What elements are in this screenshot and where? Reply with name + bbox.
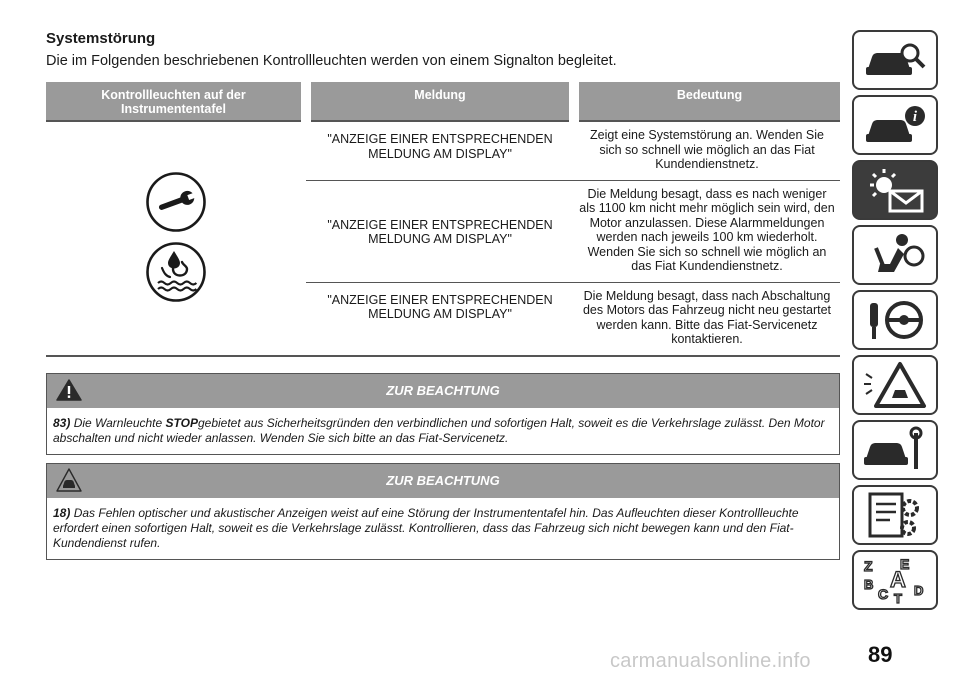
warning-text: [47, 408, 839, 454]
car-maintenance-icon: [860, 425, 930, 475]
warning-heading: [47, 374, 839, 408]
svg-text:E: E: [900, 556, 910, 572]
header-message: Meldung: [306, 82, 574, 121]
warning-lights-table: [46, 82, 840, 357]
car-search-icon: [860, 35, 930, 85]
emergency-triangle-icon: [860, 360, 930, 410]
note-number: 18): [53, 505, 71, 520]
tab-technical-data[interactable]: [852, 485, 938, 545]
tab-starting-driving[interactable]: [852, 290, 938, 350]
svg-text:Z: Z: [864, 558, 873, 574]
row-3-meaning: Die Meldung besagt, dass nach Abschaltung des Motors das Fahrzeug nicht neu gestartet werden kann. Bitte das Fiat-Servicenetz kontaktieren.: [582, 288, 832, 346]
tab-warning-lights[interactable]: [852, 160, 938, 220]
row-2-meaning: Die Meldung besagt, dass es nach weniger als 1100 km nicht mehr möglich sein wird, den Motor anzulassen. Diese Alarmmeldungen werden nach jeweils 100 km wiederholt. Wenden Sie sich so schnell wie möglich an das Fiat Kundendienstnetz.: [574, 180, 840, 282]
row-1-message: "ANZEIGE EINER ENTSPRECHENDEN MELDUNG AM DISPLAY": [306, 121, 574, 180]
key-steering-wheel-icon: [860, 295, 930, 345]
car-info-icon: [860, 100, 930, 150]
note-number: 83): [53, 415, 71, 430]
watermark: carmanualsonline.info: [610, 650, 811, 672]
section-intro: Die im Folgenden beschriebenen Kontrollleuchten werden von einem Signalton begleitet.: [46, 53, 617, 69]
technical-data-icon: [860, 490, 930, 540]
svg-text:C: C: [878, 586, 889, 602]
svg-text:B: B: [864, 577, 874, 592]
car-safety-icon: [55, 468, 83, 497]
note-text: Das Fehlen optischer und akustischer Anzeigen weist auf eine Störung der Instrumententafel hin. Das Aufleuchten dieser Kontrollleuchte erfordert einen sofortigen Halt, soweit es die Verkehrslage zulässt. Kontrollieren, dass das Fahrzeug sich nicht bewegen kann und den Fiat-Kundendienst rufen.: [53, 505, 799, 550]
header-indicator: Kontrollleuchten auf der Instrumententafel: [46, 82, 306, 121]
svg-text:T: T: [894, 591, 902, 605]
header-meaning: Bedeutung: [574, 82, 840, 121]
svg-text:D: D: [914, 583, 924, 598]
tab-car-info[interactable]: [852, 95, 938, 155]
alphabet-index-icon: [860, 555, 930, 605]
warning-heading-text: ZUR BEACHTUNG: [386, 473, 500, 488]
note-text-post: gebietet aus Sicherheitsgründen den verbindlichen und sofortigen Halt, soweit es die Verkehrslage zulässt. Den Motor abschalten und nicht wieder anlassen. Wenden Sie sich bitte an das Fiat-Servicenetz.: [53, 415, 825, 445]
page-number: 89: [868, 642, 893, 667]
page-content: [46, 30, 840, 560]
row-2-message: "ANZEIGE EINER ENTSPRECHENDEN MELDUNG AM DISPLAY": [306, 180, 574, 282]
tab-emergency[interactable]: [852, 355, 938, 415]
table-header-row: [46, 82, 840, 121]
row-1-meaning: Zeigt eine Systemstörung an. Wenden Sie sich so schnell wie möglich an das Fiat Kundendienstnetz.: [574, 121, 840, 180]
tab-index[interactable]: [852, 550, 938, 610]
tab-maintenance[interactable]: [852, 420, 938, 480]
indicator-icons-cell: [46, 121, 306, 356]
table-row: [46, 121, 840, 180]
note-keyword: STOP: [165, 415, 198, 430]
svg-text:i: i: [912, 109, 918, 125]
note-text-pre: Die Warnleuchte: [73, 415, 166, 430]
oil-pressure-icon: [145, 241, 207, 303]
airbag-seat-icon: [860, 230, 930, 280]
warning-box-83: [46, 373, 840, 455]
tab-car-search[interactable]: [852, 30, 938, 90]
warning-light-message-icon: [860, 165, 930, 215]
row-3-message: "ANZEIGE EINER ENTSPRECHENDEN MELDUNG AM DISPLAY": [327, 292, 553, 321]
warning-heading: [47, 464, 839, 498]
warning-heading-text: ZUR BEACHTUNG: [386, 383, 500, 398]
chapter-tabs: [852, 30, 942, 615]
tab-safety[interactable]: [852, 225, 938, 285]
warning-text: [47, 498, 839, 559]
svg-text:A: A: [890, 567, 906, 592]
warning-box-18: [46, 463, 840, 560]
wrench-icon: [145, 171, 207, 233]
section-title: Systemstörung: [46, 30, 156, 47]
warning-triangle-icon: [55, 378, 83, 405]
